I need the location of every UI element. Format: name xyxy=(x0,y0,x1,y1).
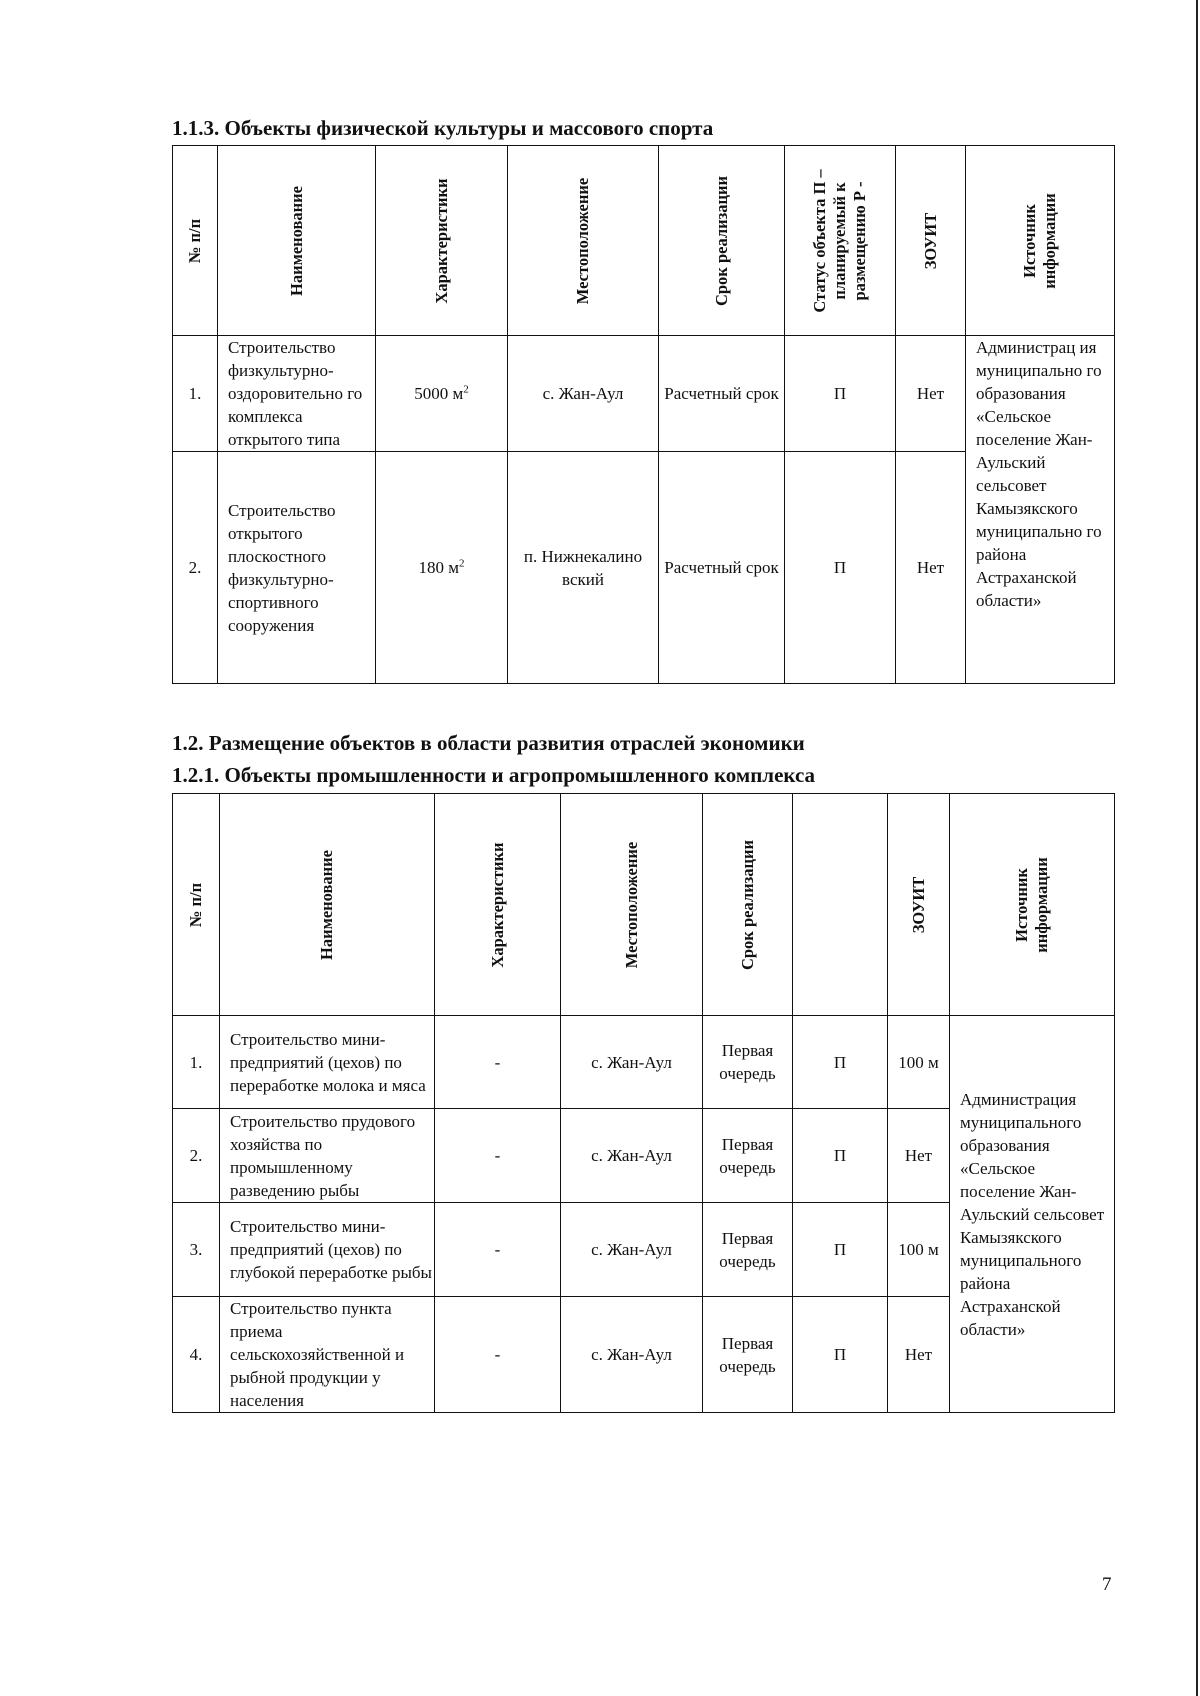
table-header-row xyxy=(173,146,1115,336)
row-num: 1. xyxy=(173,1016,220,1109)
page-edge-rule xyxy=(1196,0,1198,1696)
industry-objects-table xyxy=(172,793,1115,1413)
row-zouit: Нет xyxy=(896,452,966,684)
row-term: Первая очередь xyxy=(703,1016,793,1109)
row-status: П xyxy=(793,1203,888,1297)
header-cell-location: Местоположение xyxy=(561,794,703,1016)
row-status: П xyxy=(785,336,896,452)
row-characteristics: 180 $м^2$ xyxy=(376,452,508,684)
header-cell-term: Срок реализации xyxy=(703,794,793,1016)
table-row xyxy=(173,336,1115,452)
row-status: П xyxy=(793,1297,888,1413)
source-cell: Администрация муниципального образования «Сельское поселение Жан-Аульский сельсовет Камызякского муниципального района Астраханской области» xyxy=(950,1016,1115,1413)
row-characteristics: - xyxy=(435,1016,561,1109)
row-zouit: 100 м xyxy=(888,1016,950,1109)
table-row xyxy=(173,1016,1115,1109)
section-title-121: 1.2.1. Объекты промышленности и агропромышленного комплекса xyxy=(172,763,816,787)
row-term: Расчетный срок xyxy=(659,452,785,684)
row-num: 4. xyxy=(173,1297,220,1413)
row-name: Строительство физкультурно-оздоровительно го комплекса открытого типа xyxy=(218,336,376,452)
row-status: П xyxy=(793,1016,888,1109)
header-cell-name: Наименование xyxy=(218,146,376,336)
row-zouit: Нет xyxy=(888,1109,950,1203)
row-characteristics: - xyxy=(435,1297,561,1413)
header-cell-source: Источник информации xyxy=(966,146,1115,336)
row-name: Строительство открытого плоскостного физкультурно-спортивного сооружения xyxy=(218,452,376,684)
header-cell-characteristics: Характеристики xyxy=(435,794,561,1016)
header-cell-num: № п/п xyxy=(173,146,218,336)
row-name: Строительство мини-предприятий (цехов) по переработке молока и мяса xyxy=(220,1016,435,1109)
row-term: Первая очередь xyxy=(703,1109,793,1203)
row-location: с. Жан-Аул xyxy=(561,1203,703,1297)
header-cell-zouit: ЗОУИТ xyxy=(888,794,950,1016)
row-name: Строительство мини-предприятий (цехов) по глубокой переработке рыбы xyxy=(220,1203,435,1297)
row-location: с. Жан-Аул xyxy=(561,1297,703,1413)
section-title-113: 1.1.3. Объекты физической культуры и массового спорта xyxy=(172,116,714,140)
row-term: Первая очередь xyxy=(703,1297,793,1413)
header-cell-zouit: ЗОУИТ xyxy=(896,146,966,336)
row-zouit: Нет xyxy=(888,1297,950,1413)
row-characteristics: - xyxy=(435,1109,561,1203)
row-term: Расчетный срок xyxy=(659,336,785,452)
row-name: Строительство пункта приема сельскохозяйственной и рыбной продукции у населения xyxy=(220,1297,435,1413)
table-header-row xyxy=(173,794,1115,1016)
row-status: П xyxy=(785,452,896,684)
header-cell-name: Наименование xyxy=(220,794,435,1016)
page-number: 7 xyxy=(1102,1574,1112,1595)
source-cell: Администрац ия муниципально го образования «Сельское поселение Жан-Аульский сельсовет Камызякского муниципально го района Астраханской области» xyxy=(966,336,1115,684)
row-num: 1. xyxy=(173,336,218,452)
header-cell-location: Местоположение xyxy=(508,146,659,336)
row-zouit: 100 м xyxy=(888,1203,950,1297)
row-location: с. Жан-Аул xyxy=(508,336,659,452)
sports-objects-table xyxy=(172,145,1115,684)
row-num: 2. xyxy=(173,1109,220,1203)
header-cell-source: Источник информации xyxy=(950,794,1115,1016)
header-cell-characteristics: Характеристики xyxy=(376,146,508,336)
row-location: с. Жан-Аул xyxy=(561,1016,703,1109)
row-num: 2. xyxy=(173,452,218,684)
row-characteristics: 5000 $м^2$ xyxy=(376,336,508,452)
header-cell-term: Срок реализации xyxy=(659,146,785,336)
row-location: с. Жан-Аул xyxy=(561,1109,703,1203)
row-zouit: Нет xyxy=(896,336,966,452)
row-term: Первая очередь xyxy=(703,1203,793,1297)
row-name: Строительство прудового хозяйства по промышленному разведению рыбы xyxy=(220,1109,435,1203)
row-location: п. Нижнекалино вский xyxy=(508,452,659,684)
row-characteristics: - xyxy=(435,1203,561,1297)
section-title-12: 1.2. Размещение объектов в области развития отраслей экономики xyxy=(172,731,805,755)
header-cell-status: Статус объекта П – планируемый к размещению Р - xyxy=(785,146,896,336)
header-cell-num: № п/п xyxy=(173,794,220,1016)
row-num: 3. xyxy=(173,1203,220,1297)
header-cell-status xyxy=(793,794,888,1016)
row-status: П xyxy=(793,1109,888,1203)
